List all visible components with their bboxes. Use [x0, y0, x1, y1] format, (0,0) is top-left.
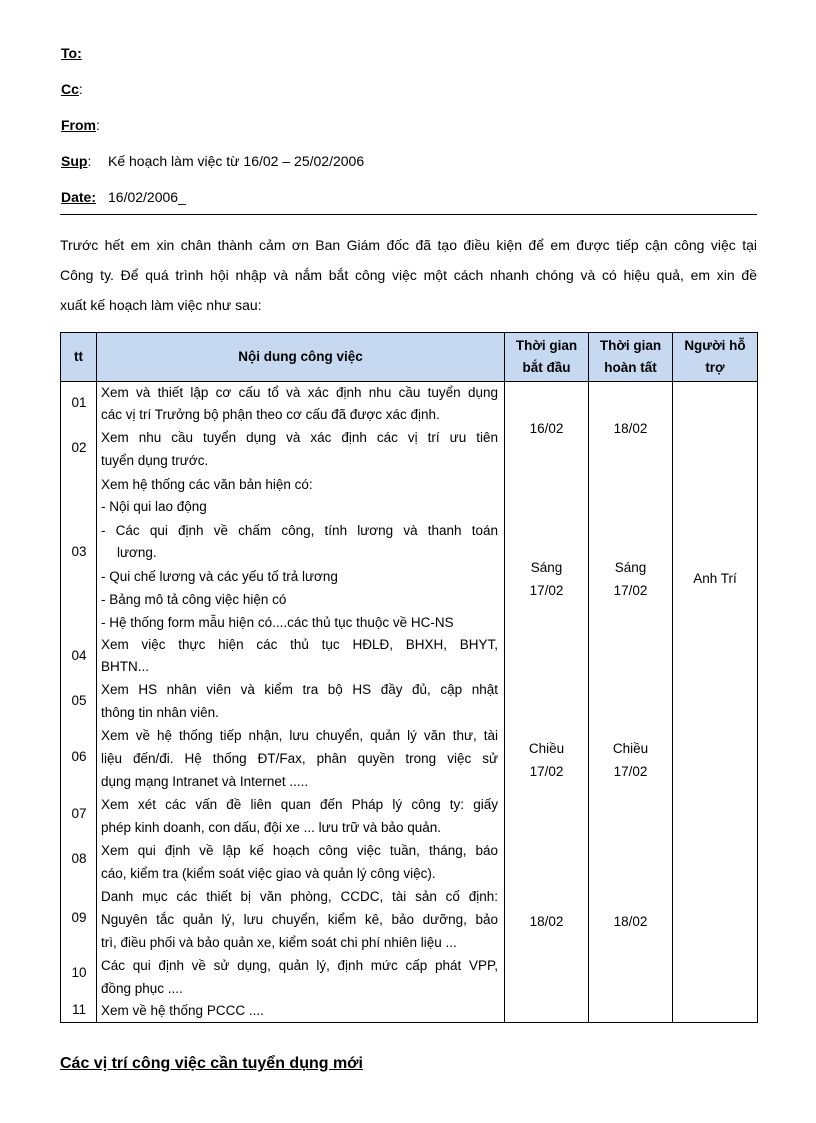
work-plan-table: [60, 332, 758, 1023]
content-line: các vị trí Trưởng bộ phận theo cơ cấu đã được xác định.: [101, 407, 440, 422]
header-end-line: Thời gian: [599, 338, 662, 353]
content-line: tuyển dụng trước.: [101, 453, 209, 468]
cc-row: [61, 80, 83, 98]
content-line: dụng mạng Intranet và Internet .....: [101, 774, 309, 789]
cc-label: Cc: [61, 81, 79, 97]
content-line: - Nội qui lao động: [101, 499, 207, 514]
content-line: Nguyên tắc quản lý, lưu chuyển, kiểm kê, bảo dưỡng, bảo: [101, 912, 498, 927]
header-support-line: trợ: [705, 360, 725, 375]
content-line: - Các qui định về chấm công, tính lương và thanh toán: [101, 523, 498, 538]
start-time-value: Chiều: [528, 741, 565, 756]
header-end-time: [589, 333, 673, 382]
end-time-value: Chiều: [612, 741, 649, 756]
content-line: - Qui chế lương và các yếu tố trả lương: [101, 569, 338, 584]
row-number: 09: [71, 910, 87, 925]
sup-row: [61, 152, 365, 170]
table-header-row: [61, 333, 758, 382]
header-end-line: hoàn tất: [604, 360, 657, 375]
header-start-line: Thời gian: [515, 338, 578, 353]
content-line: Xem HS nhân viên và kiểm tra bộ HS đầy đủ, cập nhật: [101, 682, 498, 697]
content-line: Xem việc thực hiện các thủ tục HĐLĐ, BHXH, BHYT,: [101, 637, 498, 652]
content-line: Xem về hệ thống PCCC ....: [101, 1003, 264, 1018]
content-line: Xem xét các vấn đề liên quan đến Pháp lý công ty: giấy: [101, 797, 498, 812]
end-time-value: 17/02: [613, 583, 648, 598]
start-time-value: 17/02: [529, 764, 564, 779]
from-colon: :: [96, 117, 100, 133]
header-support-line: Người hỗ: [684, 338, 746, 353]
row-number: 11: [71, 1002, 86, 1017]
content-column: [97, 382, 505, 1023]
to-label: To:: [61, 45, 82, 61]
end-time-value: 18/02: [613, 914, 648, 929]
row-number: 05: [71, 693, 87, 708]
end-time-column: [589, 382, 673, 1023]
row-number: 04: [71, 648, 87, 663]
row-number: 02: [71, 440, 87, 455]
support-column: [673, 382, 758, 1023]
end-time-value: 17/02: [613, 764, 648, 779]
content-line: Các qui định về sử dụng, quản lý, định mức cấp phát VPP,: [101, 958, 498, 973]
date-row: [61, 188, 186, 206]
header-tt: tt: [61, 333, 97, 382]
content-line: Xem hệ thống các văn bản hiện có:: [101, 477, 313, 492]
row-number: 06: [71, 749, 87, 764]
end-time-value: 18/02: [613, 421, 648, 436]
intro-line: Trước hết em xin chân thành cảm ơn Ban Giám đốc đã tạo điều kiện để em được tiếp cận công việc tại: [60, 237, 757, 253]
table-body-row: [61, 382, 758, 1023]
date-label: Date:: [61, 189, 97, 205]
content-line: Xem qui định về lập kế hoạch công việc tuần, tháng, báo: [101, 843, 498, 858]
intro-line: xuất kế hoạch làm việc như sau:: [60, 297, 262, 313]
tt-column: [61, 382, 97, 1023]
row-number: 07: [71, 806, 87, 821]
header-start-time: [505, 333, 589, 382]
content-line: lương.: [117, 545, 157, 560]
content-line: Xem nhu cầu tuyển dụng và xác định các vị trí ưu tiên: [101, 430, 498, 445]
support-person: Anh Trí: [693, 571, 737, 586]
intro-line: Công ty. Để quá trình hội nhập và nắm bắt công việc một cách nhanh chóng và có hiệu quả, em xin đề: [60, 267, 757, 283]
content-line: cáo, kiểm tra (kiểm soát việc giao và quản lý công việc).: [101, 866, 436, 881]
content-line: - Bảng mô tả công việc hiện có: [101, 592, 287, 607]
content-line: trì, điều phối và bảo quản xe, kiểm soát chi phí nhiên liệu ...: [101, 935, 457, 950]
sup-colon: :: [87, 153, 92, 169]
section-title: Các vị trí công việc cần tuyển dụng mới: [60, 1055, 363, 1072]
header-divider: [60, 214, 757, 215]
content-line: Xem và thiết lập cơ cấu tổ và xác định nhu cầu tuyển dụng: [101, 385, 498, 400]
row-number: 03: [71, 544, 87, 559]
start-time-value: 16/02: [529, 421, 564, 436]
header-start-line: bắt đầu: [522, 360, 571, 375]
start-time-column: [505, 382, 589, 1023]
cc-colon: :: [78, 81, 83, 97]
header-content: Nội dung công việc: [97, 333, 505, 382]
start-time-value: 18/02: [529, 914, 564, 929]
intro-paragraph: [60, 230, 757, 320]
end-time-value: Sáng: [614, 560, 647, 575]
content-line: đồng phục ....: [101, 981, 183, 996]
content-line: Xem về hệ thống tiếp nhận, lưu chuyển, quản lý văn thư, tài: [101, 728, 498, 743]
content-line: phép kinh doanh, con dấu, đội xe ... lưu trữ và bảo quản.: [101, 820, 442, 835]
row-number: 08: [71, 851, 87, 866]
header-support: [673, 333, 758, 382]
from-row: [61, 116, 100, 134]
row-number: 01: [71, 395, 87, 410]
sup-value: Kế hoạch làm việc từ 16/02 – 25/02/2006: [108, 153, 365, 169]
content-line: BHTN...: [101, 659, 150, 674]
sup-label: Sup: [61, 153, 88, 169]
content-line: - Hệ thống form mẫu hiện có....các thủ tục thuộc về HC-NS: [101, 615, 454, 630]
content-line: liệu đến/đi. Hệ thống ĐT/Fax, phân quyền trong việc sử: [101, 751, 498, 766]
content-line: thông tin nhân viên.: [101, 705, 219, 720]
content-line: Danh mục các thiết bị văn phòng, CCDC, tài sản cố định:: [101, 889, 498, 904]
row-number: 10: [71, 965, 87, 980]
to-row: [61, 44, 82, 62]
start-time-value: Sáng: [530, 560, 563, 575]
start-time-value: 17/02: [529, 583, 564, 598]
date-value: 16/02/2006_: [108, 189, 186, 205]
from-label: From: [61, 117, 96, 133]
